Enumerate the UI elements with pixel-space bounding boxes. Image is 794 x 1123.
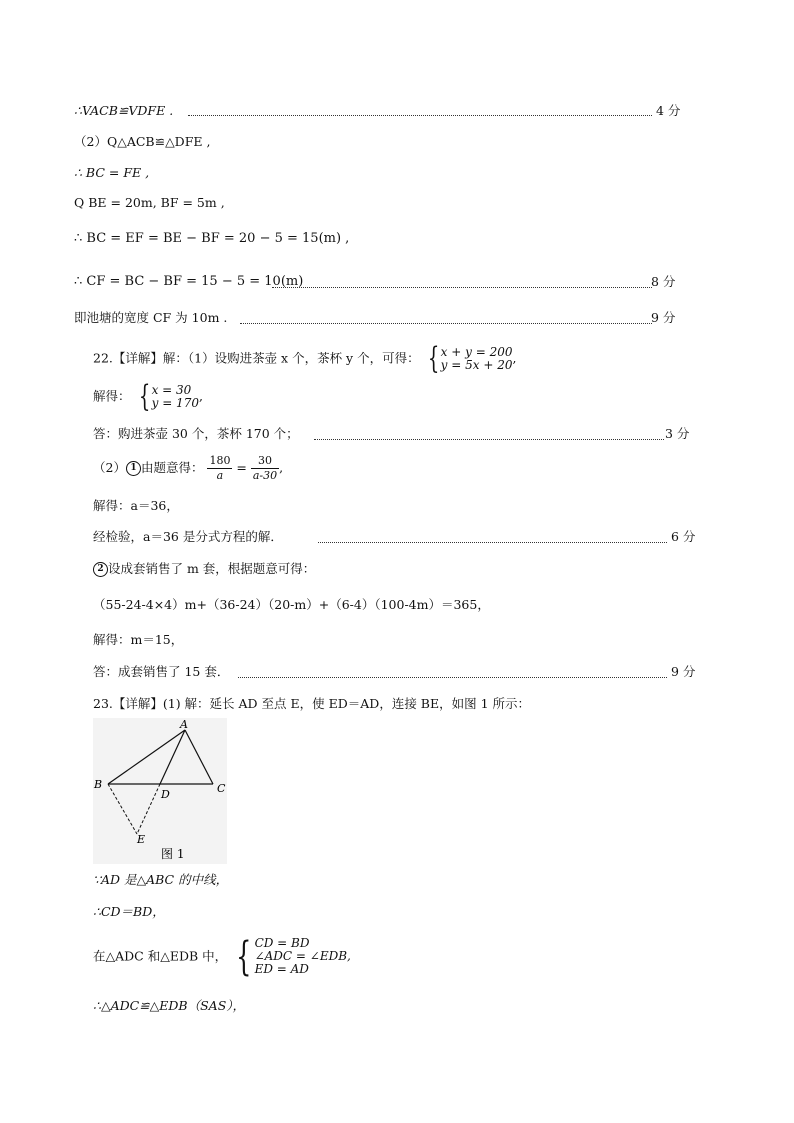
q22-solution-system: 解得： { x = 30 y = 170 , bbox=[93, 379, 203, 414]
q23-system bbox=[93, 933, 351, 980]
q23-system-label: 在△ADC 和△EDB 中， bbox=[93, 948, 228, 964]
line-bc-calc: ∴ BC = EF = BE − BF = 20 − 5 = 15(m) , bbox=[74, 231, 350, 246]
leader-dots bbox=[240, 323, 652, 324]
line-part2: （2）Q△ACB≌△DFE , bbox=[74, 134, 211, 149]
equation-line: ED = AD bbox=[254, 962, 309, 976]
point-label-d: D bbox=[161, 788, 170, 801]
point-label-e: E bbox=[137, 833, 146, 846]
fraction-denominator: a-30 bbox=[252, 469, 278, 482]
q23-line-cd-bd: ∴CD＝BD， bbox=[93, 904, 165, 919]
segment-ac bbox=[185, 730, 213, 784]
leader-dots bbox=[272, 287, 652, 288]
line-pond-width: 即池塘的宽度 CF 为 10m . bbox=[74, 310, 228, 325]
part-label: （2） bbox=[93, 460, 126, 475]
figure-caption: 图 1 bbox=[161, 847, 185, 861]
equation-system bbox=[255, 937, 351, 976]
part-text: 设成套销售了 m 套，根据题意可得： bbox=[108, 561, 316, 576]
leader-dots bbox=[188, 115, 652, 116]
segment-be-dashed bbox=[108, 784, 137, 834]
segment-ab bbox=[108, 730, 185, 784]
brace-symbol: { bbox=[138, 379, 150, 414]
score-label: 6 分 bbox=[671, 529, 696, 544]
brace-symbol: { bbox=[236, 933, 252, 980]
q22-solve-m: 解得：m＝15， bbox=[93, 632, 184, 647]
part-text: 由题意得： bbox=[140, 460, 204, 475]
circled-number-icon: 2 bbox=[93, 562, 108, 577]
fraction-denominator: a bbox=[216, 469, 224, 482]
q23-line-congruent: ∴△ADC≌△EDB（SAS）， bbox=[93, 998, 246, 1013]
q22-solve-a: 解得：a＝36， bbox=[93, 498, 179, 513]
fraction-numerator: 180 bbox=[209, 454, 231, 467]
leader-dots bbox=[314, 439, 664, 440]
equation-line: y = 5x + 20 bbox=[440, 358, 513, 372]
q23-line-median: ∵AD 是△ABC 的中线， bbox=[93, 872, 229, 887]
equation-system bbox=[441, 346, 513, 372]
q22-equation-m: （55-24-4×4）m+（36-24）（20-m）+（6-4）（100-4m）＝365， bbox=[93, 597, 490, 612]
fraction-numerator: 30 bbox=[251, 454, 279, 469]
equation-line: x = 30 bbox=[151, 383, 192, 397]
figure-1 bbox=[93, 718, 227, 864]
equation-line: x + y = 200 bbox=[440, 345, 513, 359]
score-label: 3 分 bbox=[665, 426, 690, 441]
equation-line: ∠ADC = ∠EDB, bbox=[254, 949, 351, 963]
q22-check: 经检验，a＝36 是分式方程的解． bbox=[93, 529, 283, 544]
triangle-diagram bbox=[93, 718, 227, 864]
score-label: 4 分 bbox=[656, 103, 681, 118]
leader-dots bbox=[318, 542, 667, 543]
score-label: 9 分 bbox=[671, 664, 696, 679]
q22-part2-equation: （2） 1 由题意得： $\frac{180}{a}$ = $\frac{30}{a-30}$ , bbox=[93, 454, 284, 482]
point-label-a: A bbox=[180, 718, 188, 731]
q22-part2b bbox=[93, 561, 315, 577]
leader-dots bbox=[238, 677, 667, 678]
segment-de-dashed bbox=[137, 784, 160, 834]
line-be-bf: Q BE = 20m, BF = 5m , bbox=[74, 195, 225, 210]
equation-system bbox=[152, 384, 199, 410]
circled-number-icon: 1 bbox=[126, 461, 141, 476]
score-label: 9 分 bbox=[651, 310, 676, 325]
score-label: 8 分 bbox=[651, 274, 676, 289]
point-label-b: B bbox=[94, 778, 103, 791]
line-cf-calc: ∴ CF = BC − BF = 15 − 5 = 10(m) bbox=[74, 274, 304, 289]
q22-heading: 22.【详解】解：（1）设购进茶壶 x 个，茶杯 y 个，可得： { x + y = 200 y = 5x + 20 , bbox=[93, 341, 517, 376]
brace-symbol: { bbox=[427, 341, 439, 376]
point-label-c: C bbox=[217, 782, 226, 795]
solution-label: 解得： bbox=[93, 388, 131, 404]
fraction bbox=[207, 454, 232, 483]
line-congruence-1: ∴VACB≌VDFE . bbox=[74, 103, 174, 118]
equation-line: y = 170 bbox=[151, 396, 199, 410]
q22-heading-text: 22.【详解】解：（1）设购进茶壶 x 个，茶杯 y 个，可得： bbox=[93, 350, 420, 366]
q22-answer-1: 答：购进茶壶 30 个，茶杯 170 个； bbox=[93, 426, 299, 441]
line-bc-fe: ∴ BC = FE , bbox=[74, 165, 150, 180]
q22-answer-2: 答：成套销售了 15 套． bbox=[93, 664, 230, 679]
fraction bbox=[251, 454, 279, 483]
q23-heading: 23.【详解】(1) 解：延长 AD 至点 E，使 ED＝AD，连接 BE，如图 1 所示： bbox=[93, 696, 531, 711]
equation-line: CD = BD bbox=[254, 936, 310, 950]
